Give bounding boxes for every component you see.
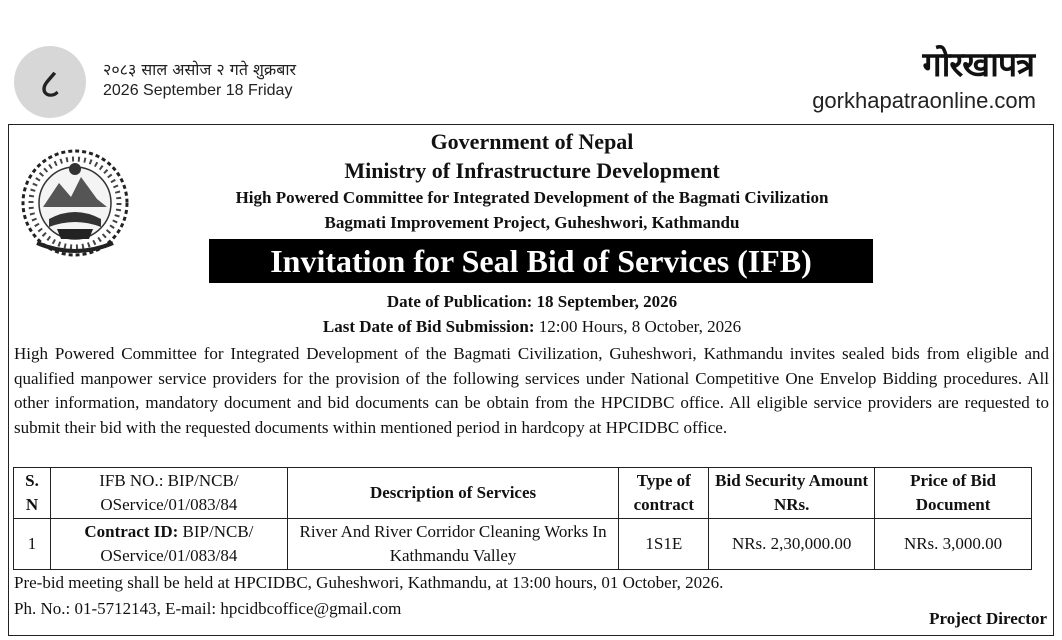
header-price: Price of Bid Document [875,468,1032,519]
heading-project: Bagmati Improvement Project, Guheshwori, Kathmandu [324,213,740,232]
cell-security: NRs. 2,30,000.00 [709,519,875,570]
header-ifb: IFB NO.: BIP/NCB/ OService/01/083/84 [50,468,287,519]
signatory: Project Director [929,609,1047,628]
date-nepali: २०८३ साल असोज २ गते शुक्रबार [103,60,297,79]
cell-description: River And River Corridor Cleaning Works In Kathmandu Valley [287,519,619,570]
heading-committee: High Powered Committee for Integrated Development of the Bagmati Civilization [235,188,829,207]
notice-body: High Powered Committee for Integrated Development of the Bagmati Civilization, Guheshwori, Kathmandu invites sealed bids from eligible and qualified manpower service providers for the provision of the following services under National Competitive One Envelop Bidding procedures. All other information, mandatory document and bid documents can be obtain from the HPCIDBC office. All eligible service providers are requested to submit their bid with the requested documents within mentioned period in hardcopy at HPCIDBC office. [14,344,1049,437]
heading-ministry: Ministry of Infrastructure Development [344,158,720,183]
newspaper-website: gorkhapatraonline.com [812,88,1036,113]
newspaper-brand: गोरखापत्र [922,45,1034,85]
date-english: 2026 September 18 Friday [103,82,293,99]
table-header-row [14,468,1032,519]
cell-type: 1S1E [619,519,709,570]
table-row [14,519,1032,570]
contract-id-label: Contract ID: [84,522,179,541]
last-submission-date [9,317,1055,337]
bid-table [13,467,1032,570]
contract-id-value: BIP/NCB/ OService/01/083/84 [100,522,254,565]
prebid-meeting: Pre-bid meeting shall be held at HPCIDBC, Guheshwori, Kathmandu, at 13:00 hours, 01 October, 2026. [14,573,724,592]
cell-contract [50,519,287,570]
notice-title: Invitation for Seal Bid of Services (IFB) [209,239,873,283]
header-security: Bid Security Amount NRs. [709,468,875,519]
bid-notice [8,124,1054,636]
header-sn: S. N [14,468,51,519]
contact-info: Ph. No.: 01-5712143, E-mail: hpcidbcoffice@gmail.com [14,599,402,618]
publication-date: Date of Publication: 18 September, 2026 [386,292,678,311]
page-number: ८ [14,46,86,118]
last-date-value: 12:00 Hours, 8 October, 2026 [538,317,742,336]
heading-government: Government of Nepal [430,129,634,154]
cell-price: NRs. 3,000.00 [875,519,1032,570]
header-description: Description of Services [287,468,619,519]
header-type: Type of contract [619,468,709,519]
last-date-label: Last Date of Bid Submission: [322,317,535,336]
cell-sn: 1 [14,519,51,570]
